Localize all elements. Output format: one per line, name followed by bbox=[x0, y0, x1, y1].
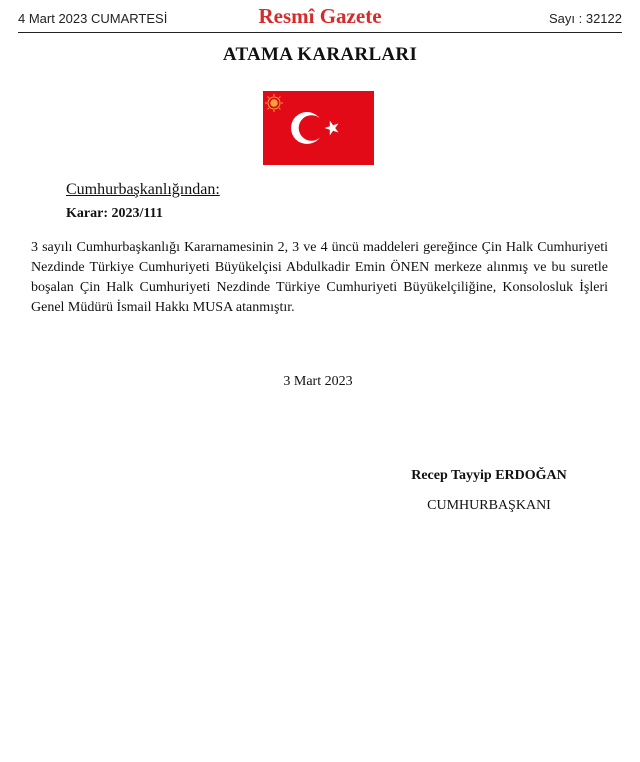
decision-date: 3 Mart 2023 bbox=[283, 374, 353, 389]
gazette-header bbox=[18, 0, 622, 33]
header-date: 4 Mart 2023 CUMARTESİ bbox=[18, 11, 168, 26]
gazette-title: Resmî Gazete bbox=[258, 4, 382, 28]
decision-body: 3 sayılı Cumhurbaşkanlığı Kararnamesinin 2, 3 ve 4 üncü maddeleri gereğince Çin Halk Cumhuriyeti Nezdinde Türkiye Cumhuriyeti Büyükelçisi Abdulkadir Emin ÖNEN merkeze alınmış ve bu suretle boşalan Çin Halk Cumhuriyeti Nezdinde Türkiye Cumhuriyeti Büyükelçiliğine, Konsolosluk İşleri Genel Müdürü İsmail Hakkı MUSA atanmıştır. bbox=[31, 240, 608, 315]
issue-number: Sayı : 32122 bbox=[549, 11, 622, 26]
signatory-name: Recep Tayyip ERDOĞAN bbox=[411, 468, 567, 483]
signatory-title: CUMHURBAŞKANI bbox=[427, 498, 551, 513]
turkish-flag-icon bbox=[263, 91, 374, 165]
issuing-authority: Cumhurbaşkanlığından: bbox=[66, 181, 220, 198]
section-heading: ATAMA KARARLARI bbox=[222, 44, 418, 65]
decision-number: Karar: 2023/111 bbox=[66, 206, 163, 221]
